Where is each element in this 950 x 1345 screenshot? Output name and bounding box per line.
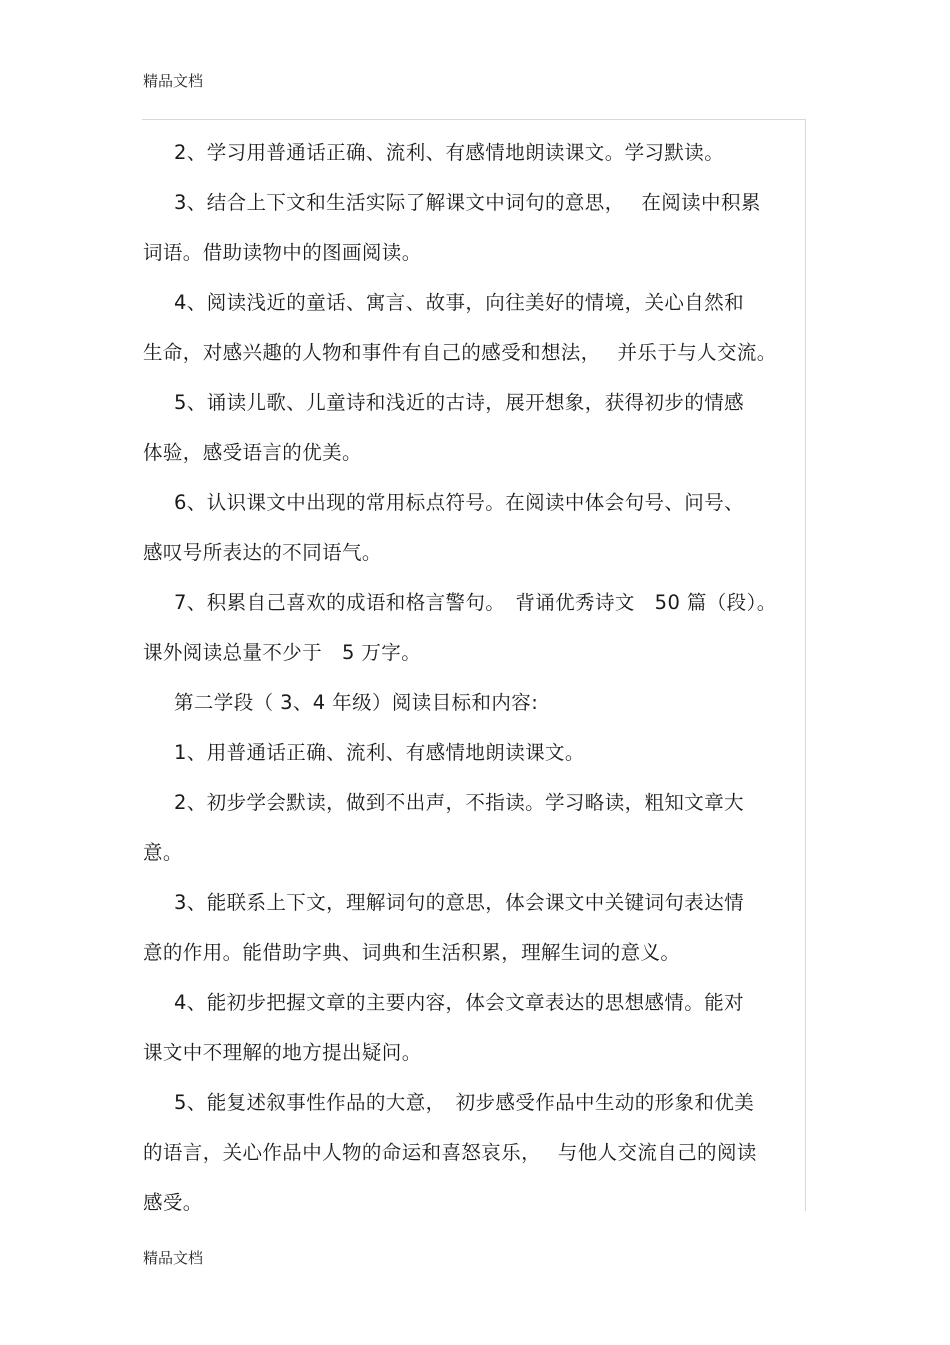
text-line: 2、学习用普通话正确、流利、有感情地朗读课文。学习默读。 [174, 141, 725, 164]
text-line: 意。 [143, 841, 183, 864]
text-line: 1、用普通话正确、流利、有感情地朗读课文。 [174, 741, 585, 764]
text-line: 7、积累自己喜欢的成语和格言警句。 背诵优秀诗文 50 篇（段）。 [174, 591, 777, 614]
text-line: 的语言，关心作品中人物的命运和喜怒哀乐， 与他人交流自己的阅读 [143, 1141, 757, 1164]
text-line: 5、能复述叙事性作品的大意， 初步感受作品中生动的形象和优美 [174, 1091, 755, 1114]
text-line: 感叹号所表达的不同语气。 [143, 541, 382, 564]
page-footer-label: 精品文档 [143, 1249, 204, 1267]
text-line: 词语。借助读物中的图画阅读。 [143, 241, 422, 264]
text-line: 3、结合上下文和生活实际了解课文中词句的意思， 在阅读中积累 [174, 191, 761, 214]
text-line: 5、诵读儿歌、儿童诗和浅近的古诗，展开想象，获得初步的情感 [174, 391, 745, 414]
text-line: 课外阅读总量不少于 5 万字。 [143, 641, 422, 664]
text-line: 课文中不理解的地方提出疑问。 [143, 1041, 422, 1064]
page-header-label: 精品文档 [143, 72, 204, 90]
text-line: 6、认识课文中出现的常用标点符号。在阅读中体会句号、问号、 [174, 491, 745, 514]
text-line: 生命，对感兴趣的人物和事件有自己的感受和想法， 并乐于与人交流。 [143, 341, 777, 364]
text-line: 2、初步学会默读，做到不出声，不指读。学习略读，粗知文章大 [174, 791, 745, 814]
text-line: 体验，感受语言的优美。 [143, 441, 362, 464]
section-heading: 第二学段（ 3、4 年级）阅读目标和内容: [174, 691, 539, 714]
text-line: 感受。 [143, 1191, 203, 1214]
text-line: 意的作用。能借助字典、词典和生活积累，理解生词的意义。 [143, 941, 681, 964]
text-line: 4、阅读浅近的童话、寓言、故事，向往美好的情境，关心自然和 [174, 291, 745, 314]
document-body [143, 128, 823, 1228]
text-line: 3、能联系上下文，理解词句的意思，体会课文中关键词句表达情 [174, 891, 745, 914]
text-line: 4、能初步把握文章的主要内容，体会文章表达的思想感情。能对 [174, 991, 745, 1014]
